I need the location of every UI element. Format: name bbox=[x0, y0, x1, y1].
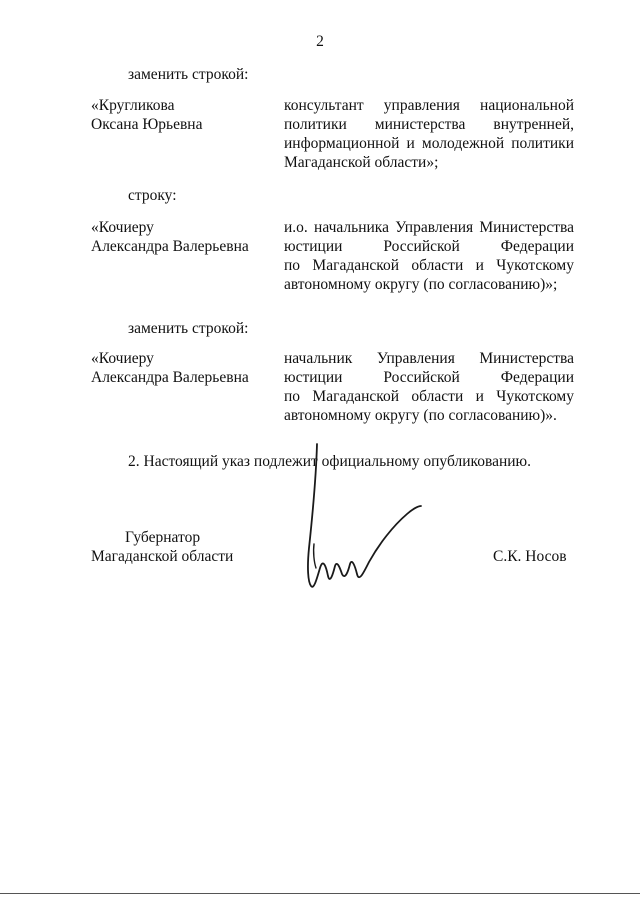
position-line: по Магаданской области и Чукотскому bbox=[284, 257, 574, 274]
signatory-title-line: Магаданской области bbox=[91, 548, 234, 565]
position-line: консультант управления национальной bbox=[284, 97, 574, 114]
signatory-title-line: Губернатор bbox=[125, 529, 201, 546]
bottom-rule bbox=[0, 893, 640, 894]
position-line: автономному округу (по согласованию)». bbox=[284, 407, 557, 424]
handwritten-signature bbox=[295, 440, 430, 605]
signatory-title bbox=[91, 528, 233, 566]
position-line: юстиции Российской Федерации bbox=[284, 369, 574, 386]
section-intro: заменить строкой: bbox=[128, 320, 249, 337]
position-line: автономному округу (по согласованию)»; bbox=[284, 276, 558, 293]
name-line: «Кочиеру bbox=[91, 219, 154, 236]
name-line: Оксана Юрьевна bbox=[91, 116, 203, 133]
name-line: Александра Валерьевна bbox=[91, 238, 249, 255]
person-name bbox=[91, 349, 249, 387]
clause-text: 2. Настоящий указ подлежит официальному опубликованию. bbox=[128, 453, 532, 470]
signature-stroke bbox=[308, 444, 421, 587]
position-line: Магаданской области»; bbox=[284, 154, 439, 171]
signatory-name: С.К. Носов bbox=[493, 548, 567, 565]
position-line: политики министерства внутренней, bbox=[284, 116, 574, 133]
name-line: «Кочиеру bbox=[91, 350, 154, 367]
section-intro: заменить строкой: bbox=[128, 66, 249, 83]
person-position bbox=[284, 349, 574, 425]
position-line: начальник Управления Министерства bbox=[284, 350, 574, 367]
section-intro: строку: bbox=[128, 187, 177, 204]
signature-stroke bbox=[314, 544, 316, 568]
position-line: и.о. начальника Управления Министерства bbox=[284, 219, 574, 236]
person-position bbox=[284, 218, 574, 294]
position-line: информационной и молодежной политики bbox=[284, 135, 574, 152]
person-name bbox=[91, 218, 249, 256]
position-line: по Магаданской области и Чукотскому bbox=[284, 388, 574, 405]
position-line: юстиции Российской Федерации bbox=[284, 238, 574, 255]
person-position bbox=[284, 96, 574, 172]
name-line: Александра Валерьевна bbox=[91, 369, 249, 386]
page-number: 2 bbox=[316, 33, 324, 50]
name-line: «Кругликова bbox=[91, 97, 175, 114]
person-name bbox=[91, 96, 202, 134]
